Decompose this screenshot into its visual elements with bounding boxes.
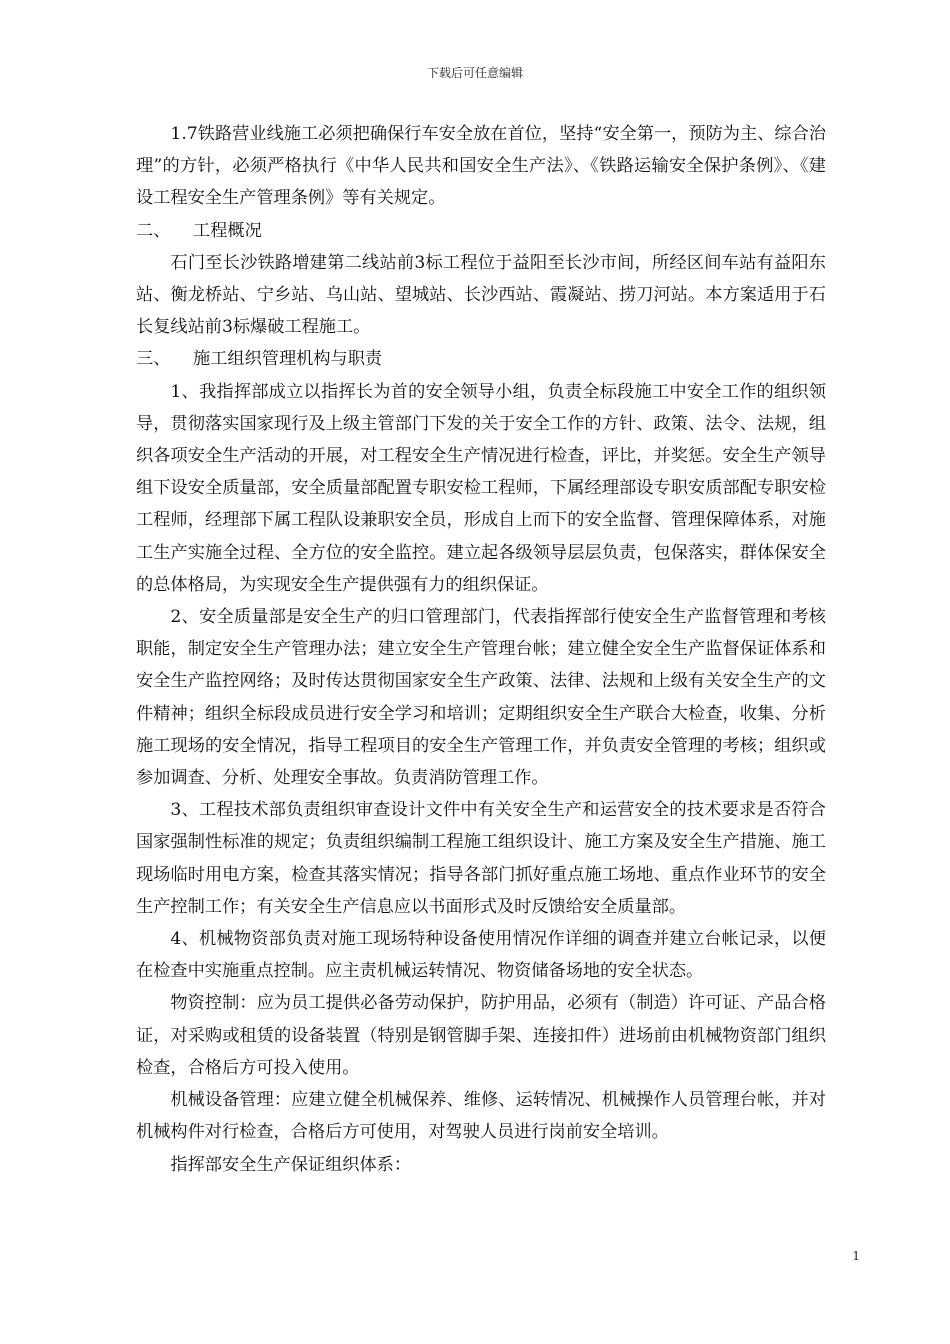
section-heading-2 [136,215,826,247]
paragraph-item-3: 3、工程技术部负责组织审查设计文件中有关安全生产和运营安全的技术要求是否符合国家强制性标准的规定；负责组织编制工程施工组织设计、施工方案及安全生产措施、施工现场临时用电方案，检查其落实情况；指导各部门抓好重点施工场地、重点作业环节的安全生产控制工作；有关安全生产信息应以书面形式及时反馈给安全质量部。 [136,800,826,917]
document-body [136,118,826,1181]
section-number: 二、 [136,220,171,241]
paragraph-overview: 石门至长沙铁路增建第二线站前3标工程位于益阳至长沙市间，所经区间车站有益阳东站、衡龙桥站、宁乡站、乌山站、望城站、长沙西站、霞凝站、捞刀河站。本方案适用于石长复线站前3标爆破工程施工。 [136,252,826,338]
paragraph-1-7: 1.7铁路营业线施工必须把确保行车安全放在首位，坚持“安全第一，预防为主、综合治理”的方针，必须严格执行《中华人民共和国安全生产法》、《铁路运输安全保护条例》、《建设工程安全生产管理条例》等有关规定。 [136,124,826,209]
section-number: 三、 [136,349,171,370]
section-heading-3 [136,343,826,375]
page-number: 1 [852,1249,860,1263]
paragraph-item-4: 4、机械物资部负责对施工现场特种设备使用情况作详细的调查并建立台帐记录，以便在检查中实施重点控制。应主责机械运转情况、物资储备场地的安全状态。 [136,929,826,982]
paragraph-item-2: 2、安全质量部是安全生产的归口管理部门，代表指挥部行使安全生产监督管理和考核职能，制定安全生产管理办法；建立安全生产管理台帐；建立健全安全生产监督保证体系和安全生产监控网络；及时传达贯彻国家安全生产政策、法律、法规和上级有关安全生产的文件精神；组织全标段成员进行安全学习和培训；定期组织安全生产联合大检查，收集、分析施工现场的安全情况，指导工程项目的安全生产管理工作，并负责安全管理的考核；组织或参加调查、分析、处理安全事故。负责消防管理工作。 [136,607,826,789]
paragraph-materials: 物资控制：应为员工提供必备劳动保护，防护用品，必须有（制造）许可证、产品合格证，对采购或租赁的设备装置（特别是钢管脚手架、连接扣件）进场前由机械物资部门组织检查，合格后方可投入使用。 [136,993,826,1078]
section-title: 工程概况 [193,220,262,241]
paragraph-machinery: 机械设备管理：应建立健全机械保养、维修、运转情况、机械操作人员管理台帐，并对机械构件对行检查，合格后方可使用，对驾驶人员进行岗前安全培训。 [136,1090,826,1143]
page-header: 下载后可任意编辑 [426,66,523,80]
paragraph-item-1: 1、我指挥部成立以指挥长为首的安全领导小组，负责全标段施工中安全工作的组织领导，贯彻落实国家现行及上级主管部门下发的关于安全工作的方针、政策、法令、法规，组织各项安全生产活动的开展，对工程安全生产情况进行检查，评比，并奖惩。安全生产领导组下设安全质量部，安全质量部配置专职安检工程师，下属经理部设专职安质部配专职安检工程师，经理部下属工程队设兼职安全员，形成自上而下的安全监督、管理保障体系，对施工生产实施全过程、全方位的安全监控。建立起各级领导层层负责，包保落实，群体保安全的总体格局，为实现安全生产提供强有力的组织保证。 [136,381,826,595]
section-title: 施工组织管理机构与职责 [193,349,383,370]
paragraph-system: 指挥部安全生产保证组织体系： [170,1154,412,1175]
